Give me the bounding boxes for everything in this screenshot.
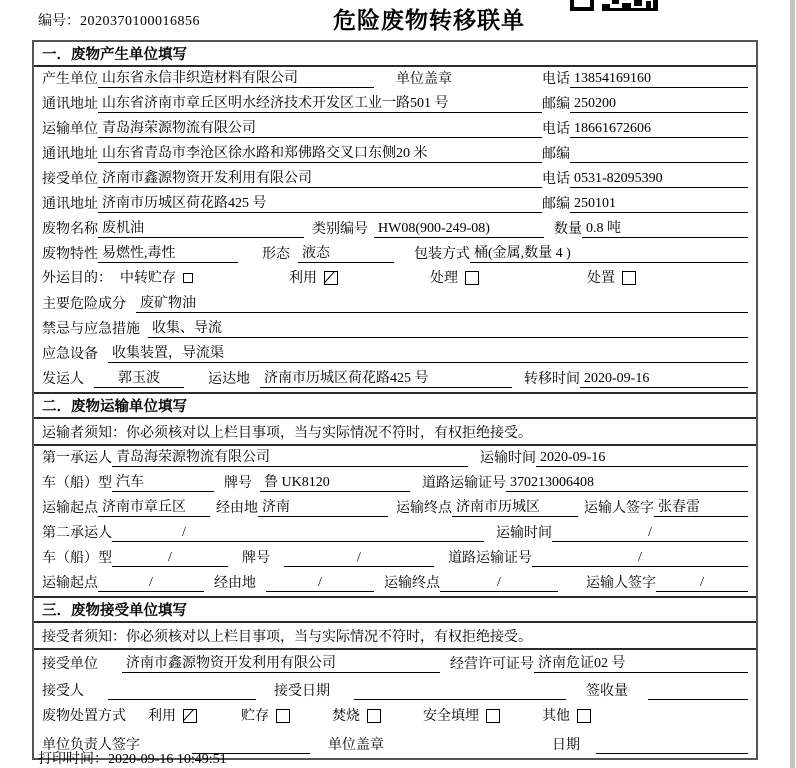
disposal-option-landfill [423, 708, 500, 725]
sign1-value: 张春雷 [654, 499, 748, 517]
row-carrier2 [34, 521, 756, 546]
sign2-label: 运输人签字 [586, 576, 656, 591]
section-receiver [34, 596, 756, 758]
hazard-label: 主要危险成分 [42, 297, 126, 312]
serial-number: 2020370100016856 [80, 14, 200, 29]
row-route1 [34, 496, 756, 521]
row-vehicle2 [34, 546, 756, 571]
row-producer-address [34, 92, 756, 117]
receive-unit-value: 济南市鑫源物资开发利用有限公司 [98, 170, 542, 188]
license-label: 经营许可证号 [450, 657, 534, 672]
row-waste-character [34, 242, 756, 267]
row-shipper [34, 367, 756, 392]
section-receiver-title: 三．废物接受单位填写 [34, 598, 756, 623]
purpose-option-transfer-label: 中转贮存 [120, 270, 176, 286]
time2-label: 运输时间 [496, 526, 552, 541]
serial-label: 编号： [38, 14, 80, 29]
purpose-treat-checkbox [465, 271, 479, 285]
zip2-label: 邮编 [542, 147, 570, 162]
equipment-value: 收集装置，导流渠 [108, 345, 748, 363]
receive-unit-s3-label: 接受单位 [42, 657, 98, 672]
receive-date-label: 接受日期 [274, 684, 330, 699]
via1-label: 经由地 [216, 501, 258, 516]
purpose-option-dispose [587, 270, 636, 287]
license-value: 济南危证02 号 [534, 655, 748, 673]
addr1-label: 通讯地址 [42, 97, 98, 112]
receive-unit-s3-value: 济南市鑫源物资开发利用有限公司 [122, 655, 440, 673]
row-receiver-person [34, 677, 756, 704]
time1-value: 2020-09-16 [536, 449, 748, 467]
end1-value: 济南市历城区 [452, 499, 578, 517]
produce-unit-value: 山东省永信非织造材料有限公司 [98, 70, 374, 88]
receiver-value [108, 699, 256, 700]
qr-code-partial-icon [570, 0, 658, 11]
form-label: 形态 [262, 247, 290, 262]
row-carrier1 [34, 446, 756, 471]
print-time-value: 2020-09-16 10:49:51 [108, 752, 227, 767]
phone1-label: 电话 [542, 72, 570, 87]
waste-name-value: 废机油 [98, 220, 304, 238]
sign2-value: / [656, 574, 748, 592]
via1-value: 济南 [258, 499, 388, 517]
dest-value: 济南市历城区荷花路425 号 [260, 370, 512, 388]
time2-value: / [552, 524, 748, 542]
character-label: 废物特性 [42, 247, 98, 262]
row-transporter-address [34, 142, 756, 167]
time1-label: 运输时间 [480, 451, 536, 466]
receiver-notice-text: 你必须核对以上栏目事项，当与实际情况不符时，有权拒绝接受。 [126, 629, 532, 645]
end2-label: 运输终点 [384, 576, 440, 591]
receive-date-value [354, 699, 566, 700]
zip1-label: 邮编 [542, 97, 570, 112]
carrier1-value: 青岛海荣源物流有限公司 [112, 449, 468, 467]
sign1-label: 运输人签字 [584, 501, 654, 516]
end1-label: 运输终点 [396, 501, 452, 516]
section-producer-title: 一．废物产生单位填写 [34, 42, 756, 67]
disposal-option-burn-label: 焚烧 [332, 708, 360, 724]
transfer-time-label: 转移时间 [524, 372, 580, 387]
form-value: 液态 [298, 245, 394, 263]
plate1-value: 鲁 UK8120 [260, 474, 410, 492]
carrier2-value: / [112, 524, 484, 542]
disposal-option-store [241, 708, 290, 725]
receiver-notice-label: 接受者须知： [42, 629, 126, 645]
row-vehicle1 [34, 471, 756, 496]
dest-label: 运达地 [208, 372, 250, 387]
row-route2 [34, 571, 756, 596]
disposal-option-other [542, 708, 591, 725]
addr2-value: 山东省青岛市李沧区徐水路和郑佛路交叉口东侧20 米 [98, 145, 542, 163]
transfer-time-value: 2020-09-16 [580, 370, 748, 388]
disposal-burn-checkbox [367, 709, 381, 723]
disposal-option-burn [332, 708, 381, 725]
character-value: 易燃性,毒性 [98, 245, 238, 263]
disposal-use-checkbox [183, 709, 197, 723]
phone3-label: 电话 [542, 172, 570, 187]
disposal-option-use [148, 708, 197, 725]
unit-seal-label: 单位盖章 [396, 72, 452, 87]
via2-label: 经由地 [214, 576, 256, 591]
produce-unit-label: 产生单位 [42, 72, 98, 87]
origin1-value: 济南市章丘区 [98, 499, 210, 517]
receive-unit-label: 接受单位 [42, 172, 98, 187]
addr1-value: 山东省济南市章丘区明水经济技术开发区工业一路501 号 [98, 95, 542, 113]
row-receive-unit-s3 [34, 650, 756, 677]
print-time-line [38, 748, 227, 768]
end2-value: / [440, 574, 558, 592]
disposal-landfill-checkbox [486, 709, 500, 723]
phone3-value: 0531-82095390 [570, 170, 748, 188]
carrier2-label: 第二承运人 [42, 526, 112, 541]
disposal-other-checkbox [577, 709, 591, 723]
row-transport-unit [34, 117, 756, 142]
waste-name-label: 废物名称 [42, 222, 98, 237]
print-time-label: 打印时间： [38, 752, 108, 767]
sign-qty-value [648, 699, 748, 700]
road-license1-label: 道路运输证号 [422, 476, 506, 491]
origin2-value: / [98, 574, 204, 592]
receiver-label: 接受人 [42, 684, 84, 699]
zip3-label: 邮编 [542, 197, 570, 212]
purpose-option-dispose-label: 处置 [587, 270, 615, 286]
purpose-option-transfer [120, 270, 193, 287]
transport-unit-label: 运输单位 [42, 122, 98, 137]
addr2-label: 通讯地址 [42, 147, 98, 162]
taboo-value: 收集、导流 [148, 320, 748, 338]
row-produce-unit [34, 67, 756, 92]
purpose-option-use-label: 利用 [289, 270, 317, 286]
origin1-label: 运输起点 [42, 501, 98, 516]
shipper-value: 郭玉波 [94, 370, 184, 388]
purpose-option-treat [430, 270, 479, 287]
qty-label: 数量 [554, 222, 582, 237]
road-license1-value: 370213006408 [506, 474, 748, 492]
addr3-label: 通讯地址 [42, 197, 98, 212]
page-title: 危险废物转移联单 [333, 8, 525, 33]
hazard-value: 废矿物油 [136, 295, 748, 313]
carrier1-label: 第一承运人 [42, 451, 112, 466]
plate2-label: 牌号 [242, 551, 270, 566]
packing-label: 包装方式 [414, 247, 470, 262]
unit-seal-s3-label: 单位盖章 [328, 738, 384, 753]
manifest-form [32, 40, 758, 760]
plate1-label: 牌号 [224, 476, 252, 491]
phone2-value: 18661672606 [570, 120, 748, 138]
section-transporter [34, 392, 756, 596]
zip1-value: 250200 [570, 95, 748, 113]
disposal-store-checkbox [276, 709, 290, 723]
addr3-value: 济南市历城区荷花路425 号 [98, 195, 542, 213]
disposal-option-landfill-label: 安全填埋 [423, 708, 479, 724]
purpose-use-checkbox [324, 271, 338, 285]
disposal-option-use-label: 利用 [148, 708, 176, 724]
row-outbound-purpose [34, 267, 756, 292]
vehicle1-value: 汽车 [112, 474, 214, 492]
vehicle2-label: 车（船）型 [42, 551, 112, 566]
qty-value: 0.8 吨 [582, 220, 748, 238]
date-value [596, 753, 748, 754]
transporter-notice-text: 你必须核对以上栏目事项，当与实际情况不符时，有权拒绝接受。 [126, 425, 532, 441]
row-receiver-address [34, 192, 756, 217]
transport-unit-value: 青岛海荣源物流有限公司 [98, 120, 542, 138]
transporter-notice-label: 运输者须知： [42, 425, 126, 441]
receiver-notice [34, 623, 756, 650]
zip2-value [570, 162, 748, 163]
via2-value: / [266, 574, 374, 592]
equipment-label: 应急设备 [42, 347, 98, 362]
plate2-value: / [284, 549, 434, 567]
date-label: 日期 [552, 738, 580, 753]
disposal-label: 废物处置方式 [42, 708, 126, 724]
head-sign-label: 单位负责人签字 [42, 738, 140, 753]
vehicle1-label: 车（船）型 [42, 476, 112, 491]
purpose-label: 外运目的： [42, 270, 112, 286]
zip3-value: 250101 [570, 195, 748, 213]
purpose-dispose-checkbox [622, 271, 636, 285]
packing-value: 桶(金属,数量 4 ) [470, 245, 748, 263]
category-label: 类别编号 [312, 222, 368, 237]
sign-qty-label: 签收量 [586, 684, 628, 699]
purpose-option-treat-label: 处理 [430, 270, 458, 286]
road-license2-label: 道路运输证号 [448, 551, 532, 566]
origin2-label: 运输起点 [42, 576, 98, 591]
taboo-label: 禁忌与应急措施 [42, 322, 140, 337]
shipper-label: 发运人 [42, 372, 84, 387]
phone2-label: 电话 [542, 122, 570, 137]
row-disposal-method [34, 704, 756, 731]
section-producer [34, 42, 756, 392]
row-waste-name [34, 217, 756, 242]
transporter-notice [34, 419, 756, 446]
road-license2-value: / [532, 549, 748, 567]
purpose-transfer-checkbox [183, 273, 193, 283]
disposal-option-store-label: 贮存 [241, 708, 269, 724]
category-value: HW08(900-249-08) [374, 220, 544, 238]
disposal-option-other-label: 其他 [542, 708, 570, 724]
purpose-option-use [289, 270, 338, 287]
row-emergency-equipment [34, 342, 756, 367]
row-hazard-component [34, 292, 756, 317]
section-transporter-title: 二．废物运输单位填写 [34, 394, 756, 419]
row-receive-unit [34, 167, 756, 192]
phone1-value: 13854169160 [570, 70, 748, 88]
row-taboo-measures [34, 317, 756, 342]
vehicle2-value: / [112, 549, 228, 567]
scrollbar[interactable] [790, 0, 795, 768]
